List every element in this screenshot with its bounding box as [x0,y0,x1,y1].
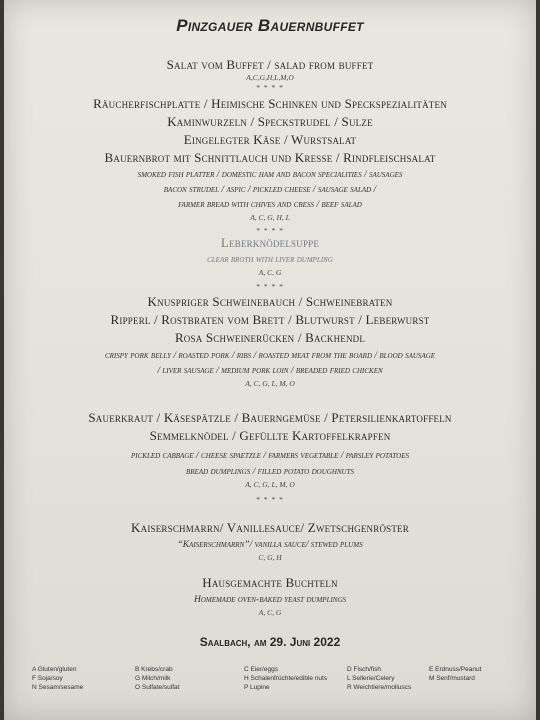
legend-item: R Weichtiere/molluscs [347,684,412,691]
legend-item: G Milch/milk [135,675,171,682]
sides-section [4,409,536,505]
legend-item: C Eier/eggs [244,666,278,673]
dessert1-allergens: C, G, H [258,553,282,562]
legend-item: E Erdnuss/Peanut [429,666,482,673]
meat-de-1: Knuspriger Schweinebauch / Schweinebraten [147,294,393,309]
separator-stars: * * * * [256,83,284,92]
meat-section [4,293,536,389]
soup-de: Leberknödelsuppe [220,235,320,250]
separator-stars: * * * * [256,282,284,291]
meat-de-3: Rosa Schweinerücken / Backhendl [174,330,366,345]
meat-en-1: crispy pork belly / roasted pork / ribs / roasted meat from the board / blood sausage [104,351,436,361]
legend-item: D Fisch/fish [347,666,381,673]
separator-stars: * * * * [256,226,284,235]
meat-en-2: / liver sausage / medium pork loin / breaded fried chicken [157,366,383,376]
legend-item: H Schalenfrüchte/edible nuts [244,675,328,682]
dessert2-allergens: A, C, G [258,608,282,617]
separator-stars: * * * * [256,495,284,504]
legend-item: A Gluten/gluten [32,666,77,673]
menu-page [4,0,536,720]
legend-item: P Lupine [244,684,270,691]
soup-en: clear broth with liver dumpling [207,255,333,265]
cold-de-1: Räucherfischplatte / Heimische Schinken und Speckspezialitäten [93,96,447,111]
legend-item: O Sulfate/sulfat [135,684,180,691]
cold-allergens: A, C, G, H, L [250,213,290,222]
legend-item: L Sellerie/Celery [347,675,395,682]
dessert1-en: “Kaiserschmarrn”/ vanilla sauce/ stewed plums [177,540,363,550]
legend-column [347,665,411,692]
salad-line: Salat vom Buffet / salad from buffet [166,57,374,72]
cold-de-2: Kaminwurzeln / Speckstrudel / Sulze [167,114,373,129]
legend-item: F Soja/soy [32,675,63,682]
cold-buffet-section [4,95,536,236]
menu-date: Saalbach, am 29. Juni 2022 [199,635,341,649]
cold-de-4: Bauernbrot mit Schnittlauch und Kresse / Rindfleischsalat [104,150,436,165]
menu-title: Pinzgauer Bauernbuffet [176,16,364,35]
legend-item: M Senf/mustard [429,675,475,682]
meat-de-2: Ripperl / Rostbraten vom Brett / Blutwurst / Leberwurst [110,312,430,327]
cold-en-2: bacon strudel / aspic / pickled cheese / sausage salad / [163,185,377,195]
cold-en-1: smoked fish platter / domestic ham and bacon specialities / sausages [137,170,403,180]
salad-section [4,56,536,93]
cold-de-3: Eingelegter Käse / Wurstsalat [183,132,357,147]
legend-item: N Sesam/sesame [32,684,84,691]
sides-allergens: A, C, G, L, M, O [245,480,295,489]
dessert1-de: Kaiserschmarrn/ Vanillesauce/ Zwetschgenröster [131,520,409,535]
dessert2-en: Homemade oven-baked yeast dumplings [193,595,347,605]
legend-column [429,665,481,683]
legend-item: B Krebs/crab [135,666,173,673]
sides-de-2: Semmelknödel / Gefüllte Kartoffelkrapfen [149,428,391,443]
dessert-kaiserschmarrn-section [4,519,536,563]
legend-column [32,665,83,692]
legend-column [135,665,179,692]
dessert-buchteln-section [4,574,536,618]
salad-allergens: A,C,G,H,L,M,O [246,73,294,82]
legend-column [244,665,327,692]
sides-en-2: bread dumplings / filled potato doughnuts [186,467,354,477]
soup-section [4,234,536,292]
allergen-legend [32,665,512,705]
meat-allergens: A, C, G, L, M, O [245,379,295,388]
sides-en-1: pickled cabbage / cheese spaetzle / farmers vegetable / parsley potatoes [131,451,409,461]
cold-en-3: farmer bread with chives and cress / beef salad [178,200,362,210]
dessert2-de: Hausgemachte Buchteln [202,575,338,590]
soup-allergens: A, C, G [258,268,282,277]
sides-de-1: Sauerkraut / Käsespätzle / Bauerngemüse / Petersilienkartoffeln [88,410,452,425]
